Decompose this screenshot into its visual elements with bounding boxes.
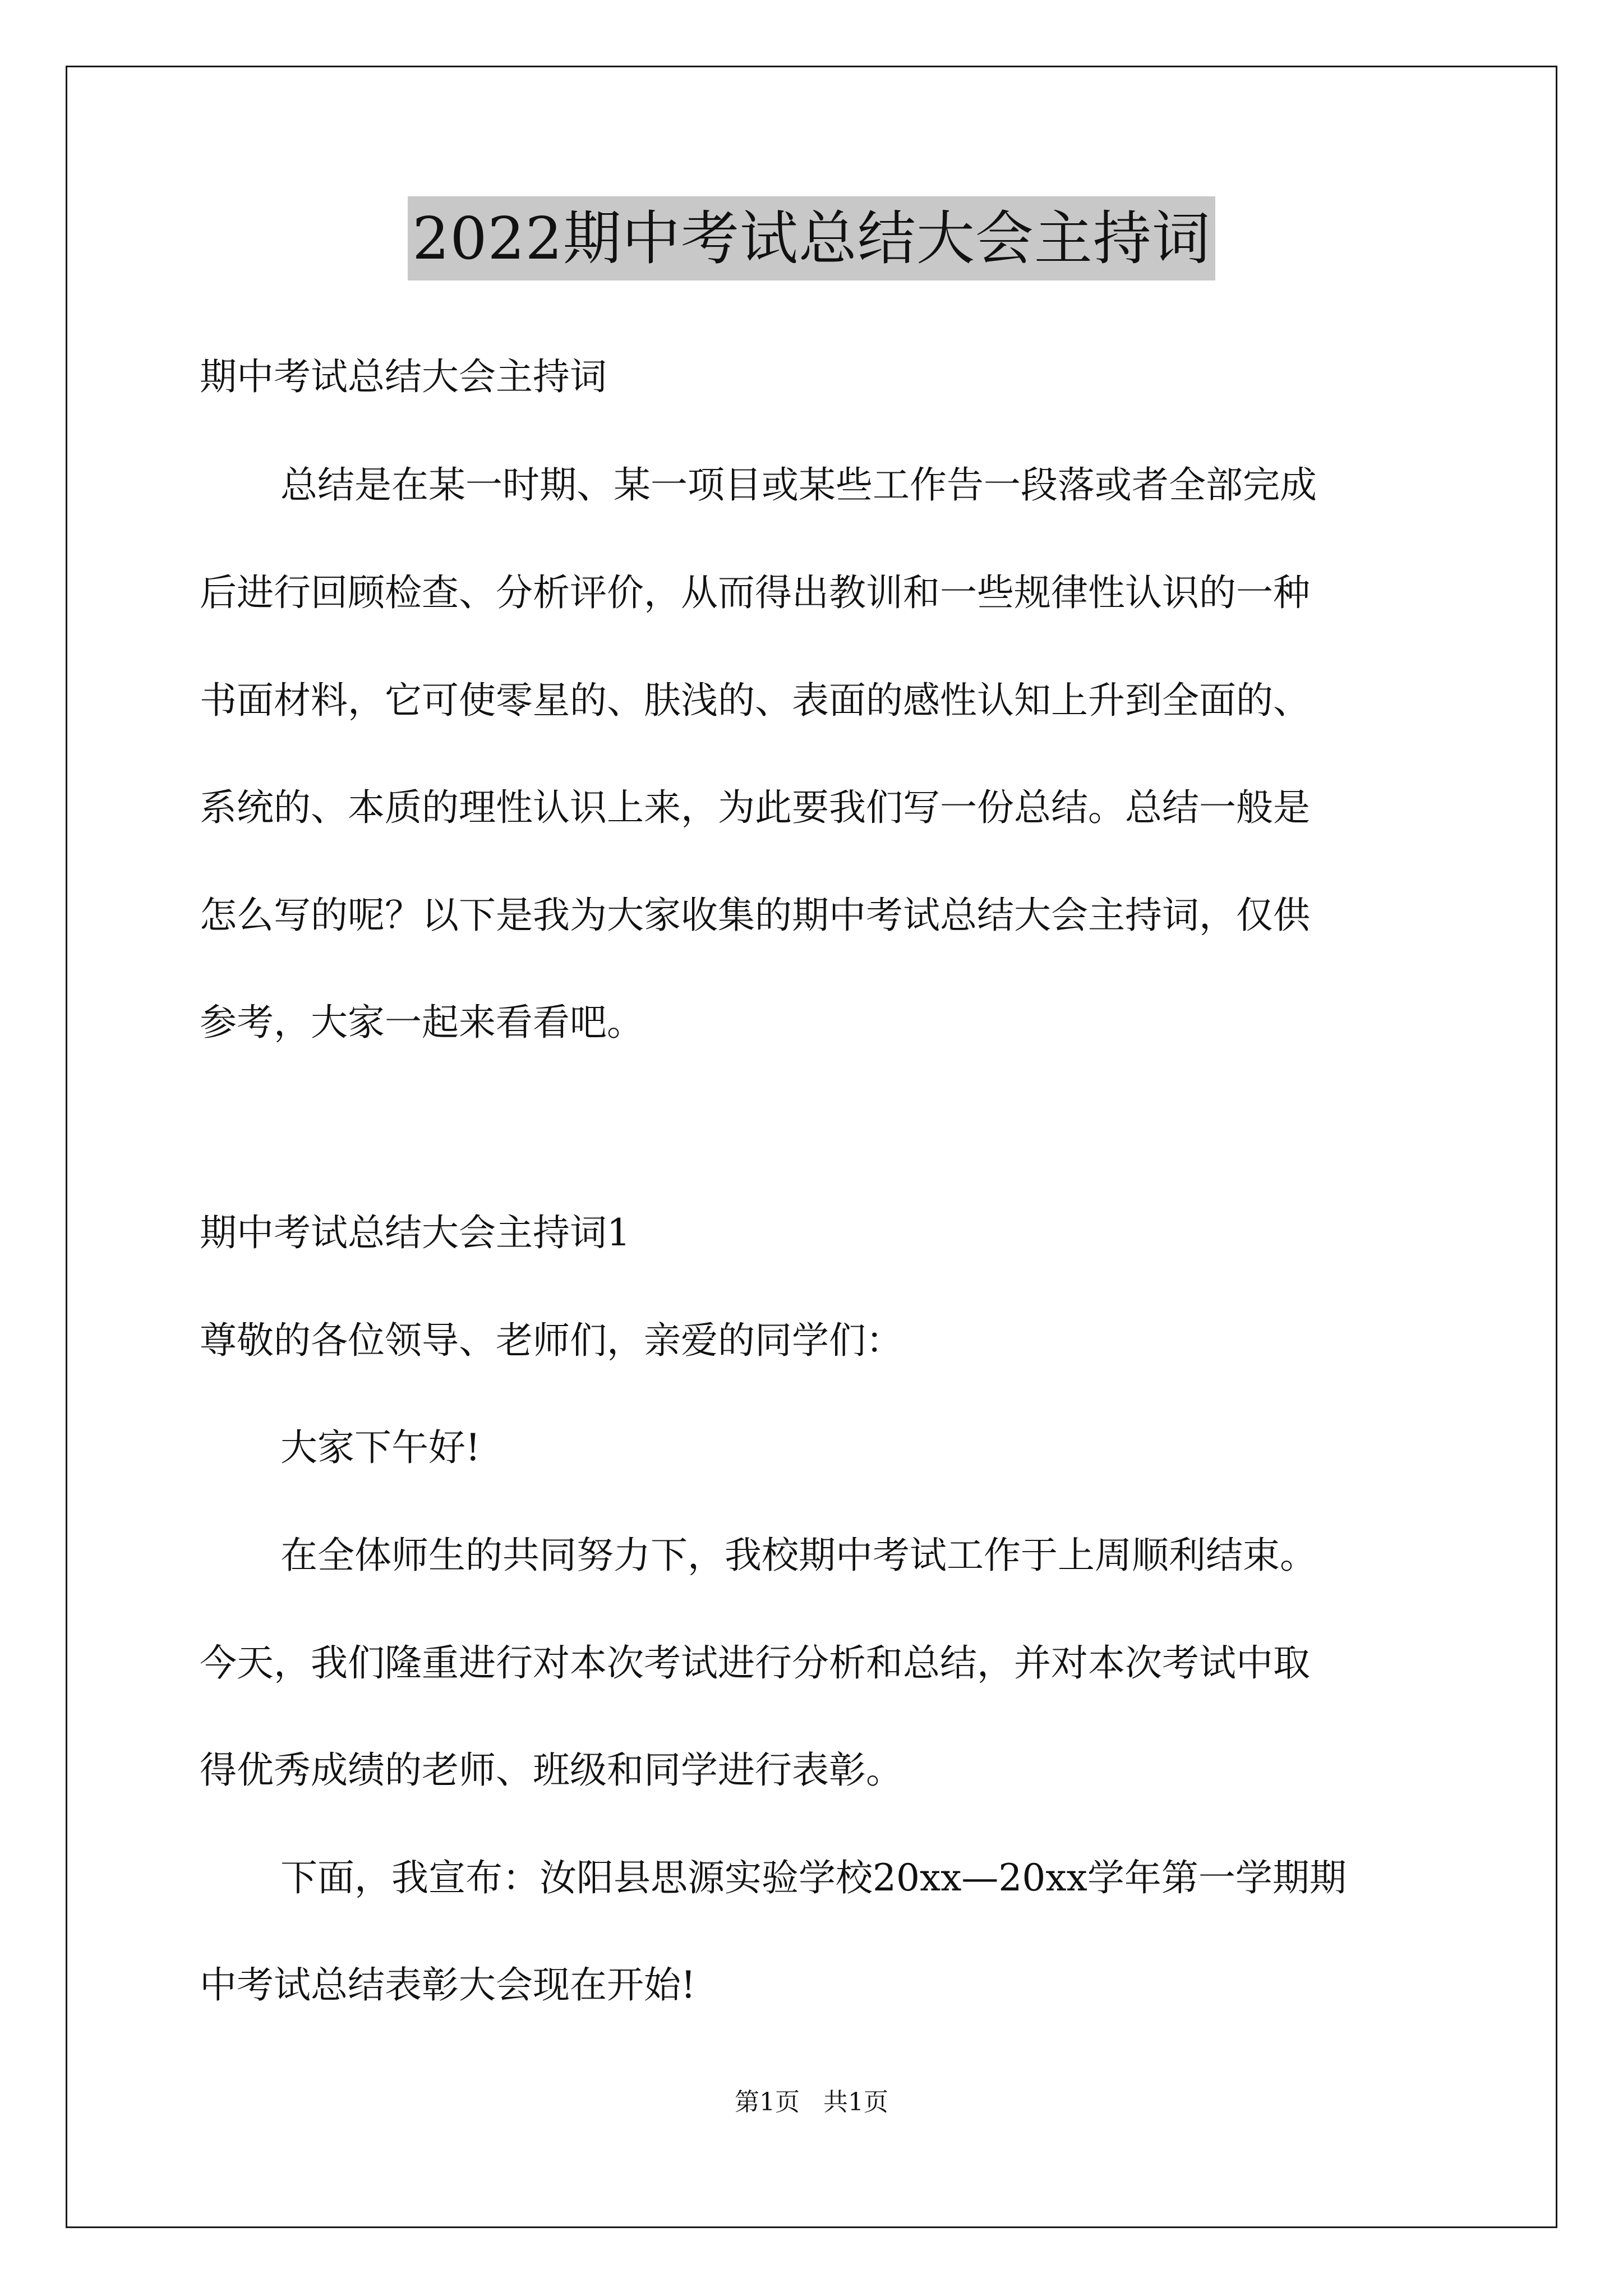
salutation: 尊敬的各位领导、老师们，亲爱的同学们： — [200, 1319, 903, 1362]
paragraph-2-line-3: 得优秀成绩的老师、班级和同学进行表彰。 — [200, 1749, 903, 1792]
document-title: 2022期中考试总结大会主持词 — [408, 196, 1215, 280]
section-heading: 期中考试总结大会主持词1 — [200, 1211, 630, 1254]
paragraph-3-line-2: 中考试总结表彰大会现在开始! — [200, 1963, 696, 2007]
paragraph-2-line-2: 今天，我们隆重进行对本次考试进行分析和总结，并对本次考试中取 — [200, 1641, 1310, 1685]
intro-line-3: 书面材料，它可使零星的、肤浅的、表面的感性认知上升到全面的、 — [200, 679, 1310, 722]
greeting: 大家下午好! — [280, 1426, 481, 1469]
title-container — [0, 196, 1623, 280]
page-number-footer: 第1页 共1页 — [735, 2088, 888, 2116]
intro-line-6: 参考，大家一起来看看吧。 — [200, 1001, 644, 1044]
intro-line-2: 后进行回顾检查、分析评价，从而得出教训和一些规律性认识的一种 — [200, 571, 1310, 614]
paragraph-2-line-1: 在全体师生的共同努力下，我校期中考试工作于上周顺利结束。 — [280, 1534, 1317, 1577]
intro-line-5: 怎么写的呢？以下是我为大家收集的期中考试总结大会主持词，仅供 — [200, 894, 1310, 937]
document-subtitle: 期中考试总结大会主持词 — [200, 355, 607, 398]
paragraph-3-line-1: 下面，我宣布：汝阳县思源实验学校20xx—20xx学年第一学期期 — [280, 1856, 1347, 1899]
intro-line-4: 系统的、本质的理性认识上来，为此要我们写一份总结。总结一般是 — [200, 786, 1310, 829]
intro-line-1: 总结是在某一时期、某一项目或某些工作告一段落或者全部完成 — [280, 463, 1317, 507]
